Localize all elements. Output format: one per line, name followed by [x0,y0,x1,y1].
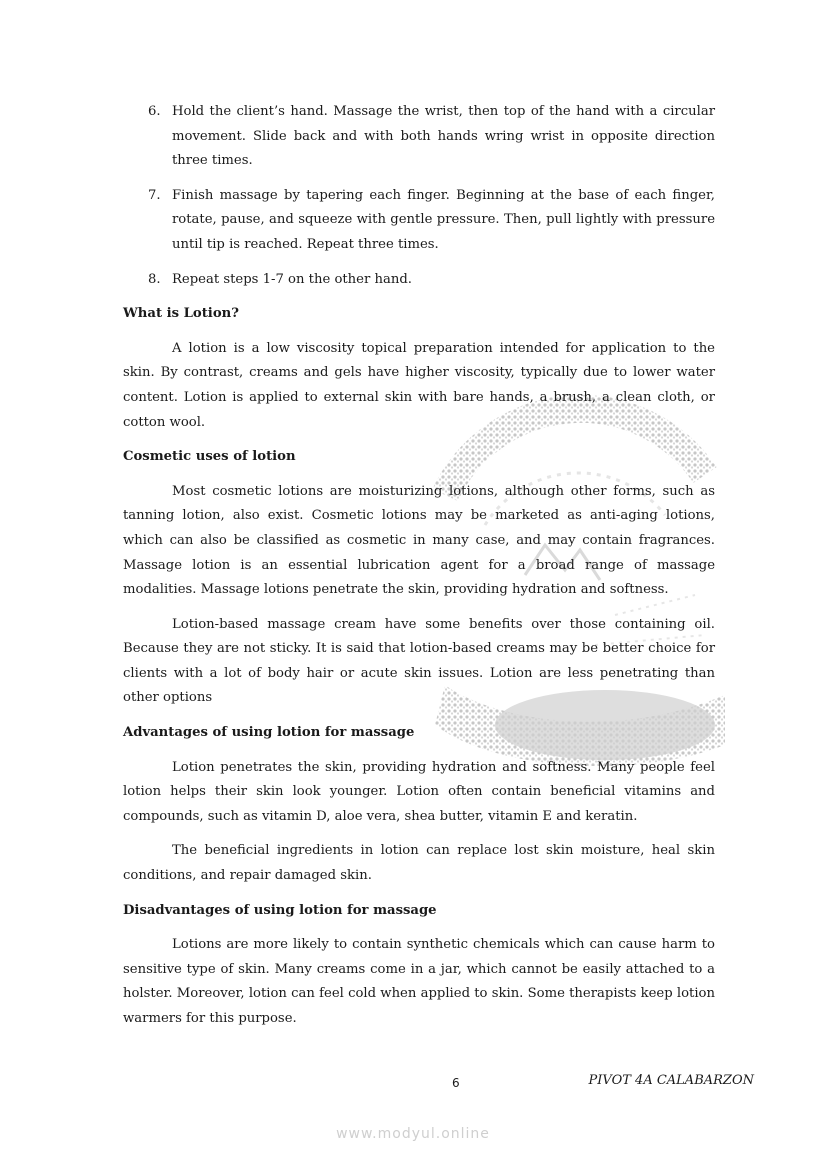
website-watermark: www.modyul.online [336,1126,490,1142]
list-item [123,268,715,293]
document-body [123,100,715,1042]
step-number: 6. [148,104,161,119]
step-number: 8. [148,271,161,287]
step-text: Hold the client’s hand. Massage the wrist, then top of the hand with a circular movement. Slide back and with both hands wring wrist in opposite direction three times. [172,104,715,169]
section-heading-what-is-lotion: What is Lotion? [123,306,239,322]
paragraph: Lotion-based massage cream have some benefits over those containing oil. Because they are not sticky. It is said that lotion-based creams may be better choice for clients with a lot of body hair or acute skin issues. Lotion are less penetrating than other options [123,616,715,706]
section-heading-advantages: Advantages of using lotion for massage [123,725,415,741]
massage-steps-list [123,100,715,292]
page-number: 6 [452,1076,460,1090]
list-item [123,184,715,258]
paragraph: The beneficial ingredients in lotion can replace lost skin moisture, heal skin conditions, and repair damaged skin. [123,843,715,884]
step-text: Repeat steps 1-7 on the other hand. [172,271,412,287]
paragraph: Lotions are more likely to contain synthetic chemicals which can cause harm to sensitive type of skin. Many creams come in a jar, which cannot be easily attached to a holster. Moreover, lotion can feel cold when applied to skin. Some therapists keep lotion warmers for this purpose. [123,937,715,1026]
paragraph: A lotion is a low viscosity topical preparation intended for application to the skin. By contrast, creams and gels have higher viscosity, typically due to lower water content. Lotion is applied to external skin with bare hands, a brush, a clean cloth, or cotton wool. [123,340,715,430]
footer-organization: PIVOT 4A CALABARZON [588,1073,754,1088]
paragraph: Lotion penetrates the skin, providing hydration and softness. Many people feel lotion helps their skin look younger. Lotion often contain beneficial vitamins and compounds, such as vitamin D, aloe vera, shea butter, vitamin E and keratin. [123,759,715,824]
step-number: 7. [148,187,161,203]
paragraph: Most cosmetic lotions are moisturizing lotions, although other forms, such as tanning lotion, also exist. Cosmetic lotions may be marketed as anti-aging lotions, which can also be classified as cosmetic in many case, and may contain fragrances. Massage lotion is an essential lubrication agent for a broad range of massage modalities. Massage lotions penetrate the skin, providing hydration and softness. [123,483,715,598]
step-text: Finish massage by tapering each finger. Beginning at the base of each finger, rotate, pause, and squeeze with gentle pressure. Then, pull lightly with pressure until tip is reached. Repeat three times. [172,187,715,252]
section-heading-cosmetic-uses: Cosmetic uses of lotion [123,449,296,465]
list-item [123,100,715,174]
section-heading-disadvantages: Disadvantages of using lotion for massage [123,902,437,918]
